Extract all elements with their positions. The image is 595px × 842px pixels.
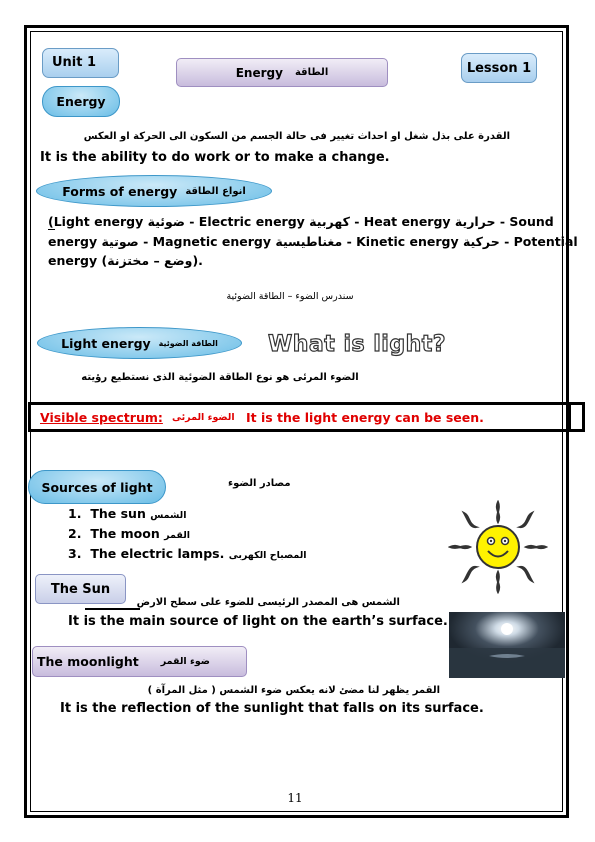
sun-description-en: It is the main source of light on the earth’s surface. [68, 614, 448, 629]
next-topic-ar: سندرس الضوء – الطاقة الضوئية [226, 291, 354, 302]
energy-title-ar: الطاقة [294, 67, 329, 78]
energy-definition-ar: القدرة على بذل شغل او احداث تغيير فى حالة الجسم من السكون الى الحركة او العكس [83, 131, 510, 142]
sources-list [68, 505, 307, 565]
energy-label: Energy [42, 86, 120, 117]
moonlight-description-ar: القمر يظهر لنا مضئ لانه يعكس ضوء الشمس ( مثل المرآة ) [147, 685, 440, 696]
sun-description-underline [85, 608, 140, 610]
energy-title-en: Energy [235, 65, 283, 80]
sources-of-light-label: Sources of light [28, 470, 166, 504]
moonlight-description-en: It is the reflection of the sunlight that falls on its surface. [60, 701, 484, 716]
unit-badge: Unit 1 [42, 48, 119, 78]
forms-line-2: energy صوتية - Magnetic energy مغناطيسية - Kinetic energy حركية - Potential [48, 234, 578, 249]
visible-spectrum-term: Visible spectrum: [40, 410, 163, 425]
light-energy-label: Light energy الطاقة الضوئية [37, 327, 242, 359]
forms-line-3: energy (وضع – مختزنة). [48, 253, 203, 268]
sources-of-light-ar: مصادر الضوء [228, 478, 291, 489]
what-is-light-heading: What is light? [268, 332, 447, 357]
moonlight-label: The moonlight ضوء القمر [32, 646, 247, 677]
forms-line-1-underline [48, 229, 55, 230]
list-item: 3. The electric lamps. المصباح الكهربى [68, 546, 307, 561]
sun-description-ar: الشمس هى المصدر الرئيسى للضوء على سطح الارض [136, 597, 400, 608]
forms-of-energy-label: Forms of energy انواع الطاقة [36, 175, 272, 207]
energy-definition-en: It is the ability to do work or to make a change. [40, 150, 390, 165]
energy-title-badge [176, 58, 388, 87]
list-item: 2. The moon القمر [68, 526, 191, 541]
moon-night-photo [449, 612, 565, 678]
list-item: 1. The sun الشمس [68, 506, 187, 521]
the-sun-label: The Sun [35, 574, 126, 604]
page-number: 11 [287, 791, 303, 805]
sun-illustration [448, 500, 548, 594]
visible-spectrum-definition: It is the light energy can be seen. [246, 410, 484, 425]
light-answer-ar: الضوء المرئى هو نوع الطاقة الضوئية الذى نستطيع رؤيته [81, 372, 359, 383]
visible-spectrum-divider [568, 402, 571, 432]
visible-spectrum-term-ar: الضوء المرئى [172, 412, 235, 423]
forms-line-1: (Light energy ضوئية - Electric energy كهربية - Heat energy حرارية - Sound [48, 214, 554, 229]
lesson-badge: Lesson 1 [461, 53, 537, 83]
